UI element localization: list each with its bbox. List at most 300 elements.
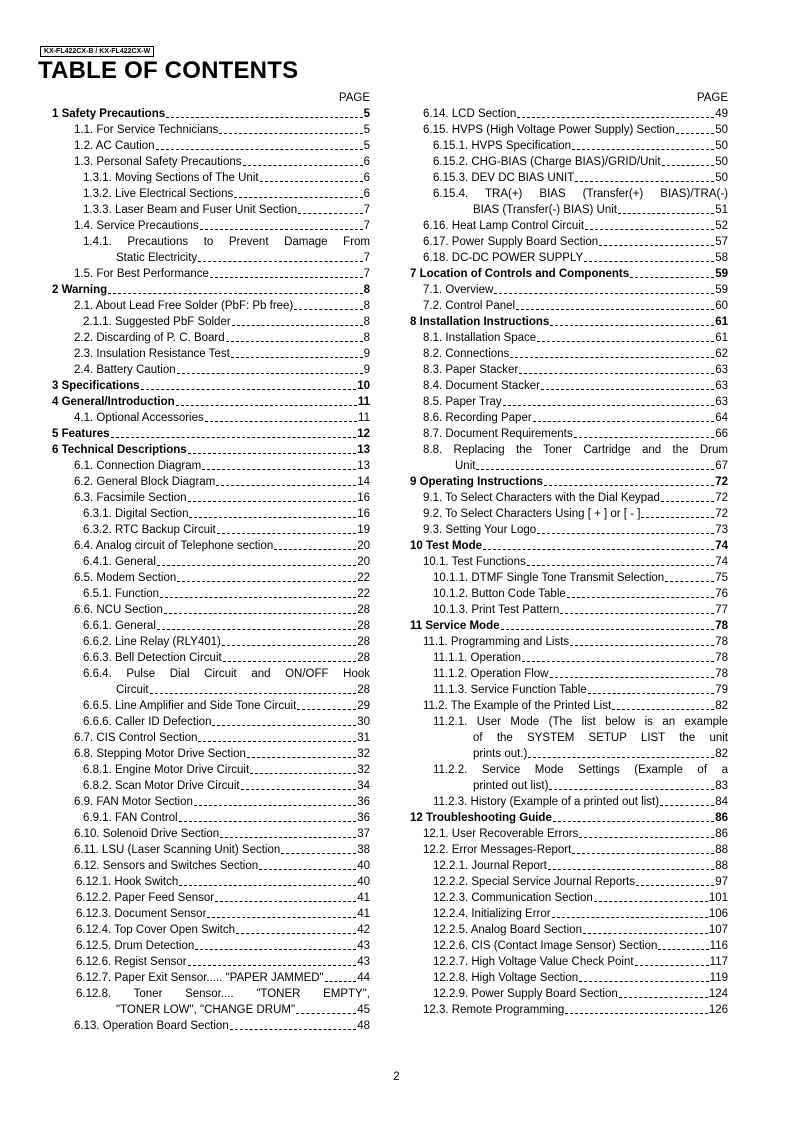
toc-entry[interactable] [403, 218, 728, 234]
toc-entry-page: 49 [715, 108, 728, 120]
toc-entry-page: 86 [715, 828, 728, 840]
toc-entry[interactable] [52, 282, 370, 298]
dot-leader [236, 933, 356, 934]
toc-entry[interactable] [52, 890, 370, 906]
toc-entry[interactable] [403, 826, 728, 842]
toc-entry[interactable] [403, 106, 728, 122]
toc-entry[interactable] [403, 186, 728, 202]
toc-entry-page: 6 [363, 172, 370, 184]
dot-leader [198, 261, 362, 262]
toc-entry[interactable] [403, 266, 728, 282]
toc-entry[interactable] [52, 250, 370, 266]
dot-leader [519, 373, 714, 374]
dot-leader [222, 645, 356, 646]
toc-entry-page: 79 [715, 684, 728, 696]
toc-entry-page: 7 [363, 268, 370, 280]
toc-entry-title: Circuit [116, 684, 149, 696]
toc-entry[interactable] [52, 954, 370, 970]
toc-entry-title: 6.15. HVPS (High Voltage Power Supply) Section [423, 124, 675, 136]
toc-entry-title: 8.5. Paper Tray [423, 396, 502, 408]
toc-entry[interactable] [52, 858, 370, 874]
toc-entry[interactable] [403, 1002, 728, 1018]
toc-entry[interactable] [52, 634, 370, 650]
dot-leader [111, 437, 357, 438]
toc-entry[interactable] [52, 922, 370, 938]
dot-leader [579, 981, 709, 982]
toc-entry-title: 11.2. The Example of the Printed List [423, 700, 612, 712]
toc-entry-page: 63 [715, 380, 728, 392]
toc-entry-title: 6.12. Sensors and Switches Section [74, 860, 259, 872]
toc-entry[interactable] [52, 538, 370, 554]
toc-entry-title: 2.2. Discarding of P. C. Board [74, 332, 225, 344]
toc-entry[interactable] [52, 362, 370, 378]
toc-entry[interactable] [403, 618, 728, 634]
toc-entry[interactable] [52, 874, 370, 890]
toc-entry-page: 40 [357, 876, 370, 888]
toc-entry[interactable] [52, 138, 370, 154]
toc-entry[interactable] [52, 570, 370, 586]
toc-entry[interactable] [403, 458, 728, 474]
toc-entry[interactable] [52, 842, 370, 858]
toc-column-left [52, 90, 370, 1034]
toc-entry-page: 6 [363, 188, 370, 200]
dot-leader [250, 773, 356, 774]
toc-entry-title: 6.2. General Block Diagram [74, 476, 216, 488]
toc-entry-page: 16 [357, 492, 370, 504]
toc-entry[interactable] [403, 314, 728, 330]
dot-leader [298, 213, 362, 214]
toc-entry-page: 60 [715, 300, 728, 312]
dot-leader [232, 325, 363, 326]
dot-leader [533, 421, 715, 422]
toc-entry[interactable] [403, 282, 728, 298]
toc-entry[interactable] [403, 522, 728, 538]
toc-entry[interactable] [403, 954, 728, 970]
toc-entry[interactable] [403, 730, 728, 746]
toc-entry-page: 77 [715, 604, 728, 616]
toc-entry[interactable] [52, 586, 370, 602]
toc-entry[interactable] [403, 298, 728, 314]
toc-entry-title: 6.6.1. General [83, 620, 156, 632]
dot-leader [560, 613, 714, 614]
toc-entry[interactable] [52, 490, 370, 506]
toc-entry-title: 12 Troubleshooting Guide [410, 812, 552, 824]
toc-entry-page: 74 [715, 540, 728, 552]
toc-entry-title: 6.15.4. TRA(+) BIAS (Transfer(+) BIAS)/TRA(-) [433, 188, 728, 200]
dot-leader [550, 325, 714, 326]
toc-entry[interactable] [52, 522, 370, 538]
toc-entry-title: 2.3. Insulation Resistance Test [74, 348, 230, 360]
toc-entry[interactable] [403, 842, 728, 858]
dot-leader [325, 981, 357, 982]
dot-leader [188, 965, 357, 966]
toc-entry-title: 6.12.4. Top Cover Open Switch [76, 924, 235, 936]
dot-leader [516, 309, 714, 310]
toc-entry-page: 10 [357, 380, 370, 392]
toc-entry[interactable] [403, 810, 728, 826]
dot-leader [552, 917, 708, 918]
toc-entry-page: 45 [357, 1004, 370, 1016]
toc-entry[interactable] [52, 218, 370, 234]
toc-entry-title: 6.16. Heat Lamp Control Circuit [423, 220, 585, 232]
toc-entry[interactable] [403, 154, 728, 170]
toc-entry-page: 72 [715, 476, 728, 488]
toc-entry-page: 124 [708, 988, 728, 1000]
toc-entry[interactable] [52, 602, 370, 618]
toc-entry-page: 5 [363, 108, 370, 120]
toc-entry-page: 8 [363, 300, 370, 312]
toc-entry[interactable] [52, 394, 370, 410]
toc-entry[interactable] [403, 410, 728, 426]
toc-entry[interactable] [403, 906, 728, 922]
toc-entry-title: 6.3.1. Digital Section [83, 508, 189, 520]
toc-entry[interactable] [403, 794, 728, 810]
toc-entry-title: 10.1.3. Print Test Pattern [433, 604, 560, 616]
toc-entry[interactable] [403, 330, 728, 346]
toc-entry-title: printed out list) [473, 780, 549, 792]
toc-entry[interactable] [52, 378, 370, 394]
toc-entry-page: 7 [363, 252, 370, 264]
toc-entry[interactable] [403, 170, 728, 186]
toc-entry-title: 6.6.6. Caller ID Defection [83, 716, 212, 728]
dot-leader [574, 437, 715, 438]
dot-leader [548, 869, 714, 870]
toc-entry[interactable] [403, 874, 728, 890]
toc-entry[interactable] [403, 666, 728, 682]
toc-entry-title: 6.5. Modem Section [74, 572, 177, 584]
toc-entry[interactable] [403, 426, 728, 442]
toc-entry[interactable] [52, 474, 370, 490]
toc-entry-page: 19 [357, 524, 370, 536]
toc-entry[interactable] [403, 378, 728, 394]
dot-leader [528, 757, 714, 758]
toc-entry-page: 20 [357, 540, 370, 552]
toc-entry[interactable] [403, 922, 728, 938]
toc-entry-title: 6.12.8. Toner Sensor.... "TONER EMPTY", [76, 988, 370, 1000]
toc-entry-page: 52 [715, 220, 728, 232]
dot-leader [223, 661, 357, 662]
toc-entry[interactable] [52, 618, 370, 634]
toc-entry-page: 43 [357, 940, 370, 952]
dot-leader [281, 853, 356, 854]
toc-entry[interactable] [403, 890, 728, 906]
toc-entry-page: 28 [357, 604, 370, 616]
toc-entry[interactable] [403, 650, 728, 666]
toc-entry-page: 86 [715, 812, 728, 824]
dot-leader [179, 885, 356, 886]
toc-entry-title: 8.8. Replacing the Toner Cartridge and the Drum [423, 444, 728, 456]
toc-entry-page: 107 [708, 924, 728, 936]
toc-entry-page: 36 [357, 812, 370, 824]
toc-entry-page: 97 [715, 876, 728, 888]
toc-entry[interactable] [403, 858, 728, 874]
dot-leader [630, 277, 714, 278]
toc-entry[interactable] [403, 586, 728, 602]
dot-leader [544, 485, 714, 486]
toc-entry[interactable] [52, 1018, 370, 1034]
toc-entry-page: 63 [715, 364, 728, 376]
dot-leader [108, 293, 362, 294]
dot-leader [676, 133, 714, 134]
toc-entry[interactable] [52, 698, 370, 714]
toc-entry-title: 6.15.1. HVPS Specification [433, 140, 572, 152]
toc-entry[interactable] [52, 986, 370, 1002]
toc-entry[interactable] [52, 714, 370, 730]
toc-entry[interactable] [52, 1002, 370, 1018]
dot-leader [549, 789, 714, 790]
toc-entry-page: 14 [357, 476, 370, 488]
toc-entry-page: 82 [715, 700, 728, 712]
toc-entry[interactable] [52, 938, 370, 954]
toc-entry-page: 31 [357, 732, 370, 744]
toc-entry-page: 72 [715, 508, 728, 520]
toc-entry-title: 6.6.2. Line Relay (RLY401) [83, 636, 221, 648]
toc-entry-title: 6.7. CIS Control Section [74, 732, 198, 744]
toc-entry[interactable] [403, 474, 728, 490]
dot-leader [157, 629, 356, 630]
toc-entry-page: 38 [357, 844, 370, 856]
dot-leader [503, 405, 715, 406]
toc-entry[interactable] [52, 410, 370, 426]
dot-leader [483, 549, 714, 550]
toc-entry-page: 11 [357, 396, 370, 408]
toc-entry[interactable] [403, 602, 728, 618]
toc-entry-title: prints out.) [473, 748, 528, 760]
toc-entry-page: 82 [715, 748, 728, 760]
toc-entry-title: 12.2.9. Power Supply Board Section [433, 988, 618, 1000]
toc-entry[interactable] [403, 762, 728, 778]
toc-entry-page: 59 [715, 284, 728, 296]
toc-entry-title: 6.8. Stepping Motor Drive Section [74, 748, 246, 760]
toc-entry[interactable] [52, 506, 370, 522]
toc-entry[interactable] [52, 810, 370, 826]
toc-entry-page: 9 [363, 364, 370, 376]
toc-entry[interactable] [52, 682, 370, 698]
toc-entry-page: 12 [357, 428, 370, 440]
dot-leader [189, 517, 356, 518]
toc-entry[interactable] [52, 266, 370, 282]
toc-entry-page: 116 [709, 940, 728, 952]
toc-entry-title: 11.2.2. Service Mode Settings (Example of a [433, 764, 728, 776]
toc-entry[interactable] [403, 490, 728, 506]
toc-entry[interactable] [52, 202, 370, 218]
toc-entry-title: 12.2.2. Special Service Journal Reports [433, 876, 635, 888]
toc-entry[interactable] [403, 538, 728, 554]
dot-leader [243, 165, 363, 166]
toc-entry-title: 6.6.4. Pulse Dial Circuit and ON/OFF Hook [83, 668, 370, 680]
toc-entry[interactable] [403, 202, 728, 218]
toc-entry-title: 8.4. Document Stacker [423, 380, 540, 392]
toc-entry[interactable] [403, 938, 728, 954]
dot-leader [585, 229, 714, 230]
toc-entry[interactable] [403, 970, 728, 986]
toc-entry-title: 2.4. Battery Caution [74, 364, 176, 376]
toc-entry-title: 11 Service Mode [410, 620, 500, 632]
toc-entry-title: 1.4. Service Precautions [74, 220, 199, 232]
toc-entry-page: 83 [715, 780, 728, 792]
dot-leader [200, 229, 363, 230]
toc-entry[interactable] [52, 666, 370, 682]
dot-leader [541, 389, 714, 390]
toc-entry-page: 6 [363, 156, 370, 168]
toc-entry[interactable] [403, 714, 728, 730]
toc-entry-title: Unit [455, 460, 476, 472]
toc-entry[interactable] [52, 442, 370, 458]
toc-entry[interactable] [403, 122, 728, 138]
toc-entry[interactable] [52, 794, 370, 810]
dot-leader [599, 245, 714, 246]
dot-leader [612, 709, 714, 710]
toc-entry[interactable] [52, 186, 370, 202]
toc-entry[interactable] [403, 234, 728, 250]
toc-entry-title: 8.2. Connections [423, 348, 510, 360]
toc-entry-page: 13 [357, 460, 370, 472]
dot-leader [226, 341, 363, 342]
toc-entry[interactable] [52, 314, 370, 330]
dot-leader [210, 277, 363, 278]
dot-leader [212, 725, 356, 726]
toc-entry[interactable] [403, 138, 728, 154]
toc-entry-page: 16 [357, 508, 370, 520]
toc-entry[interactable] [52, 154, 370, 170]
toc-entry[interactable] [52, 122, 370, 138]
toc-entry[interactable] [403, 554, 728, 570]
toc-entry[interactable] [403, 346, 728, 362]
toc-entry-page: 28 [357, 636, 370, 648]
toc-entry-page: 30 [357, 716, 370, 728]
toc-entry-title: 12.2.8. High Voltage Section [433, 972, 579, 984]
toc-entry-title: 12.1. User Recoverable Errors [423, 828, 579, 840]
toc-entry-title: 6.12.3. Document Sensor [76, 908, 207, 920]
toc-entry-page: 117 [709, 956, 728, 968]
toc-entry[interactable] [403, 986, 728, 1002]
toc-entry[interactable] [52, 346, 370, 362]
toc-entry[interactable] [52, 906, 370, 922]
toc-entry-page: 42 [357, 924, 370, 936]
toc-entry-title: 2.1.1. Suggested PbF Solder [83, 316, 231, 328]
toc-entry-title: 9.1. To Select Characters with the Dial Keypad [423, 492, 660, 504]
dot-leader [636, 885, 714, 886]
toc-entry-page: 50 [715, 140, 728, 152]
dot-leader [207, 917, 356, 918]
toc-entry[interactable] [52, 234, 370, 250]
toc-entry-page: 84 [715, 796, 728, 808]
toc-entry-page: 67 [715, 460, 728, 472]
toc-entry-title: 7.2. Control Panel [423, 300, 516, 312]
toc-entry-page: 106 [708, 908, 728, 920]
toc-entry-page: 88 [715, 860, 728, 872]
dot-leader [177, 581, 356, 582]
toc-entry[interactable] [52, 730, 370, 746]
toc-entry[interactable] [52, 778, 370, 794]
toc-entry-title: 6.18. DC-DC POWER SUPPLY [423, 252, 584, 264]
dot-leader [259, 869, 356, 870]
dot-leader [247, 757, 356, 758]
toc-entry-page: 51 [715, 204, 728, 216]
dot-leader [550, 677, 715, 678]
toc-entry[interactable] [403, 394, 728, 410]
toc-entry-title: 6.6.3. Bell Detection Circuit [83, 652, 222, 664]
toc-entry-page: 41 [357, 908, 370, 920]
dot-leader [188, 501, 357, 502]
toc-entry-page: 29 [357, 700, 370, 712]
toc-entry[interactable] [52, 554, 370, 570]
toc-list-left [52, 106, 370, 1034]
dot-leader [231, 357, 363, 358]
toc-entry[interactable] [403, 778, 728, 794]
dot-leader [177, 373, 363, 374]
toc-entry[interactable] [52, 970, 370, 986]
toc-entry[interactable] [403, 570, 728, 586]
dot-leader [194, 805, 356, 806]
toc-entry[interactable] [52, 298, 370, 314]
toc-entry[interactable] [403, 682, 728, 698]
toc-entry[interactable] [52, 170, 370, 186]
toc-entry[interactable] [403, 506, 728, 522]
toc-entry-page: 28 [357, 684, 370, 696]
dot-leader [164, 613, 356, 614]
toc-entry-title: 12.2.3. Communication Section [433, 892, 593, 904]
toc-entry-title: 12.2.4. Initializing Error [433, 908, 551, 920]
dot-leader [160, 597, 356, 598]
toc-entry-title: 7 Location of Controls and Components [410, 268, 630, 280]
toc-entry[interactable] [52, 762, 370, 778]
dot-leader [179, 821, 357, 822]
toc-entry-title: 1.3.1. Moving Sections of The Unit [83, 172, 259, 184]
toc-entry-page: 64 [715, 412, 728, 424]
toc-entry-title: 6.14. LCD Section [423, 108, 517, 120]
toc-entry[interactable] [52, 650, 370, 666]
toc-entry-title: BIAS (Transfer(-) BIAS) Unit [473, 204, 617, 216]
toc-entry[interactable] [52, 746, 370, 762]
toc-entry[interactable] [403, 250, 728, 266]
toc-entry[interactable] [403, 746, 728, 762]
toc-entry-page: 63 [715, 396, 728, 408]
toc-entry[interactable] [52, 330, 370, 346]
page-column-label: PAGE [696, 92, 728, 104]
toc-entry-title: 4.1. Optional Accessories [74, 412, 204, 424]
toc-entry-page: 75 [715, 572, 728, 584]
toc-entry[interactable] [52, 106, 370, 122]
toc-entry-title: 4 General/Introduction [52, 396, 175, 408]
toc-entry-title: 11.1.3. Service Function Table [433, 684, 587, 696]
toc-entry[interactable] [52, 426, 370, 442]
toc-entry-title: 6.3. Facsimile Section [74, 492, 187, 504]
toc-entry[interactable] [52, 458, 370, 474]
toc-entry-page: 37 [357, 828, 370, 840]
dot-leader [216, 485, 356, 486]
toc-entry[interactable] [52, 826, 370, 842]
toc-entry[interactable] [403, 442, 728, 458]
dot-leader [660, 805, 714, 806]
dot-leader [618, 213, 714, 214]
toc-entry-page: 9 [363, 348, 370, 360]
toc-entry-page: 32 [357, 764, 370, 776]
toc-entry-title: 11.1. Programming and Lists [423, 636, 570, 648]
toc-entry-page: 8 [363, 284, 370, 296]
toc-entry[interactable] [403, 634, 728, 650]
toc-entry-page: 50 [715, 124, 728, 136]
toc-entry-title: 12.2.1. Journal Report [433, 860, 547, 872]
dot-leader [141, 389, 357, 390]
toc-entry-page: 61 [715, 332, 728, 344]
toc-entry-page: 7 [363, 220, 370, 232]
toc-entry-title: 6.17. Power Supply Board Section [423, 236, 599, 248]
toc-entry-page: 5 [363, 140, 370, 152]
toc-entry[interactable] [403, 362, 728, 378]
toc-entry-title: 6.12.6. Regist Sensor [76, 956, 187, 968]
toc-entry[interactable] [403, 698, 728, 714]
